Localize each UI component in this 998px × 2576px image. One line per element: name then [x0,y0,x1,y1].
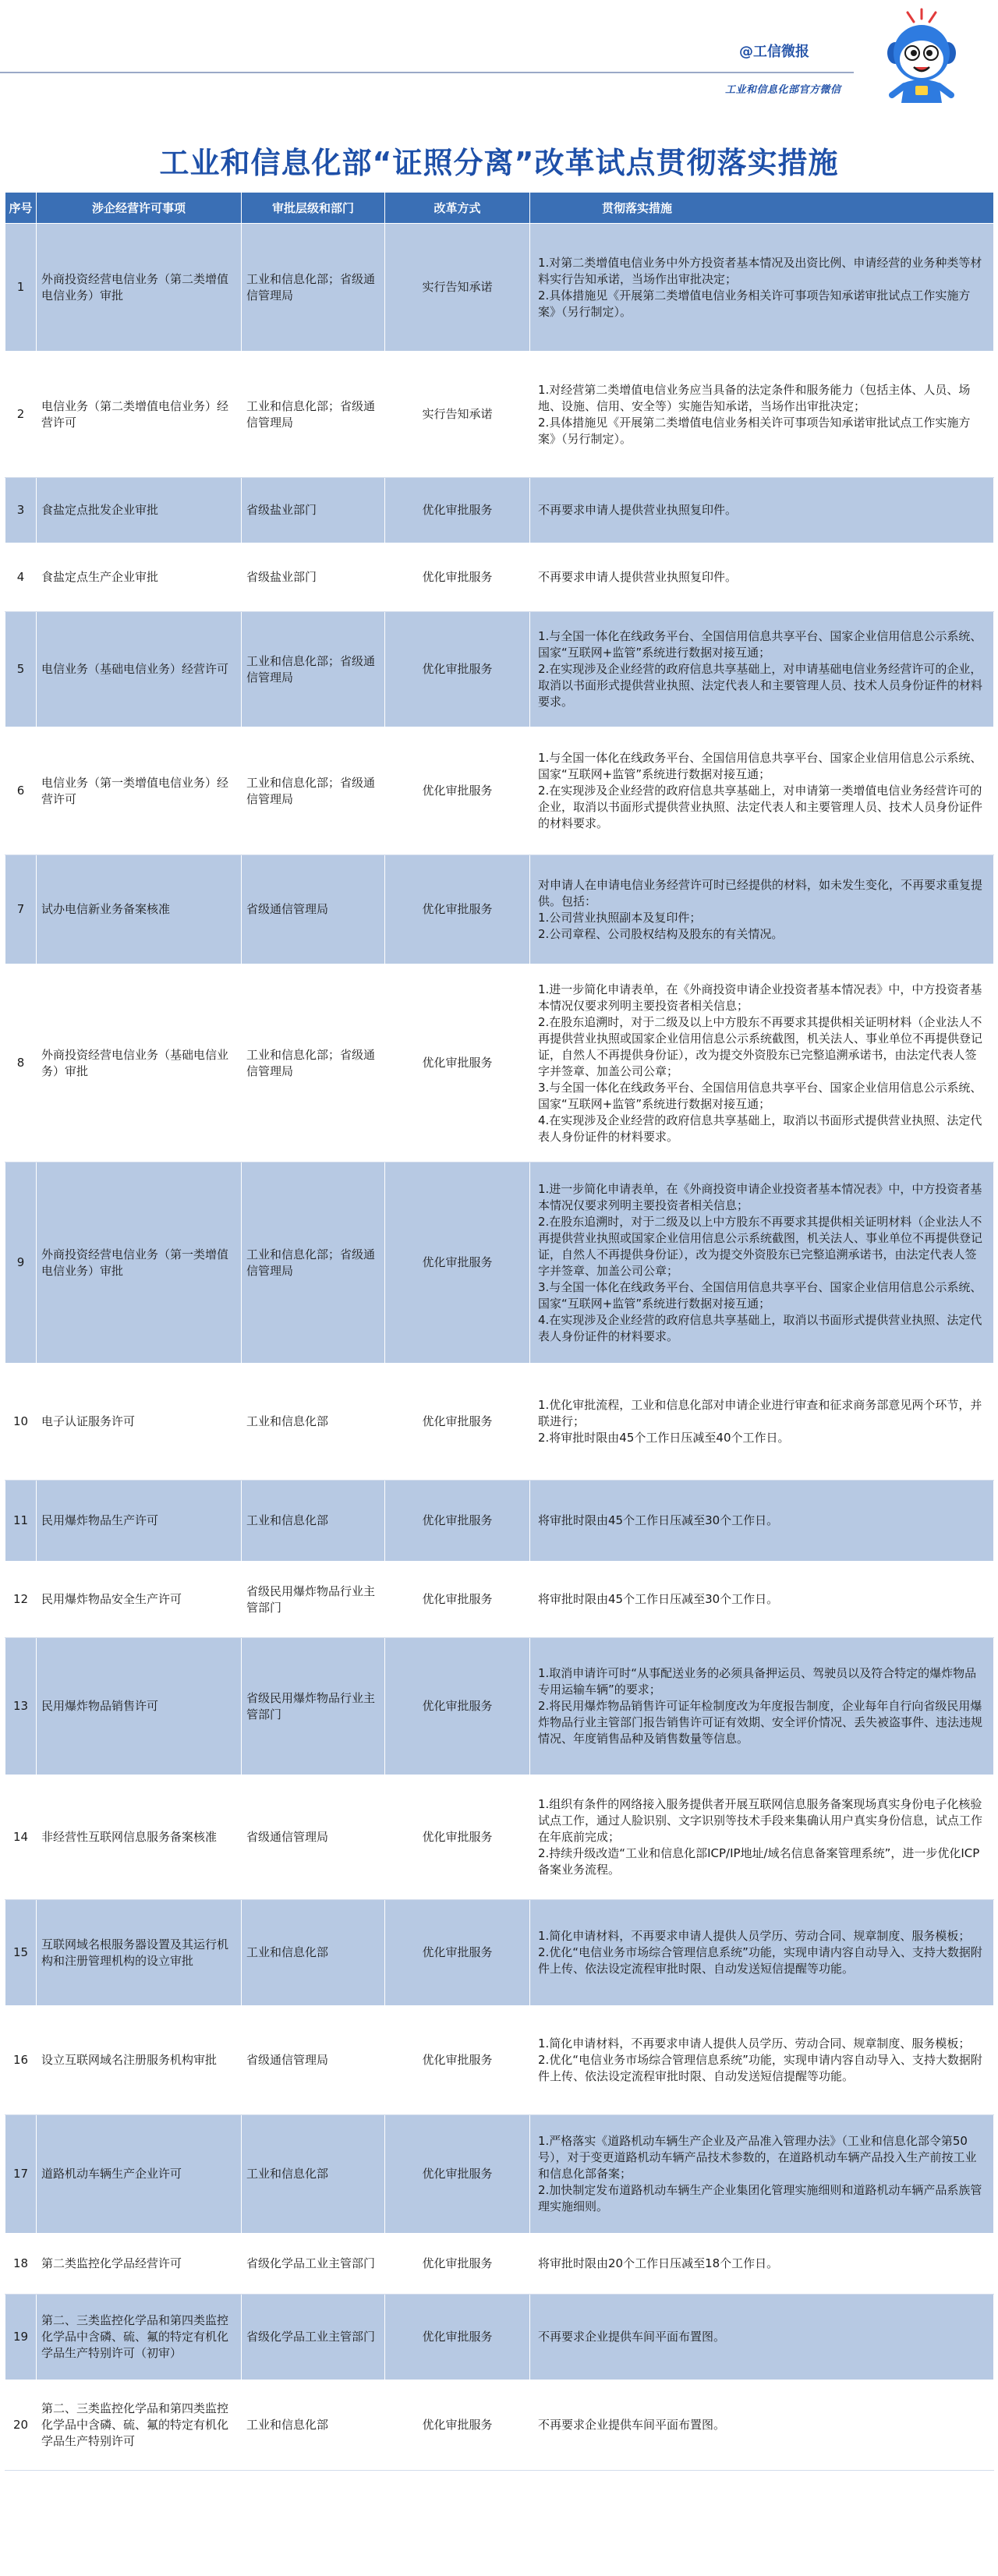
approval-dept: 省级通信管理局 [242,2006,385,2115]
permit-item: 试办电信新业务备案核准 [37,855,242,964]
approval-dept: 工业和信息化部；省级通信管理局 [242,1162,385,1364]
table-row [5,1481,994,1562]
measures-cell [530,855,994,964]
measure-line: 1.对第二类增值电信业务中外方投资者基本情况及出资比例、申请经营的业务种类等材料实行告知承诺，当场作出审批决定； [538,255,982,286]
reform-mode: 优化审批服务 [385,855,530,964]
measures-cell [530,1364,994,1481]
measures-cell [530,1638,994,1775]
permit-item: 电子认证服务许可 [37,1364,242,1481]
table-row [5,1900,994,2006]
column-header-measures: 贯彻落实措施 [530,193,994,224]
reform-mode: 优化审批服务 [385,1364,530,1481]
measures-cell [530,1775,994,1900]
measure-line: 将审批时限由45个工作日压减至30个工作日。 [538,1513,779,1527]
reform-mode: 实行告知承诺 [385,224,530,352]
approval-dept: 工业和信息化部 [242,1481,385,1562]
row-number: 2 [5,352,37,478]
permit-item: 非经营性互联网信息服务备案核准 [37,1775,242,1900]
reform-mode: 实行告知承诺 [385,352,530,478]
measure-line: 对申请人在申请电信业务经营许可时已经提供的材料，如未发生变化，不再要求重复提供。包括： [538,877,983,908]
reform-mode: 优化审批服务 [385,727,530,855]
header-rule [0,72,854,73]
measure-line: 1.与全国一体化在线政务平台、全国信用信息共享平台、国家企业信用信息公示系统、国家“互联网+监管”系统进行数据对接互通； [538,629,982,660]
reform-mode: 优化审批服务 [385,964,530,1162]
reform-mode: 优化审批服务 [385,2006,530,2115]
table-row [5,612,994,727]
measure-line: 1.简化申请材料，不再要求申请人提供人员学历、劳动合同、规章制度、服务模板； [538,1929,971,1943]
measure-line: 2.具体措施见《开展第二类增值电信业务相关许可事项告知承诺审批试点工作实施方案》（另行制定）。 [538,415,971,446]
measure-line: 将审批时限由20个工作日压减至18个工作日。 [538,2256,779,2270]
row-number: 1 [5,224,37,352]
approval-dept: 省级化学品工业主管部门 [242,2234,385,2295]
measures-cell [530,964,994,1162]
permit-item: 电信业务（第一类增值电信业务）经营许可 [37,727,242,855]
measure-line: 4.在实现涉及企业经营的政府信息共享基础上，取消以书面形式提供营业执照、法定代表人身份证件的材料要求。 [538,1113,982,1144]
measure-line: 2.在实现涉及企业经营的政府信息共享基础上，对申请基础电信业务经营许可的企业，取消以书面形式提供营业执照、法定代表人和主要管理人员、技术人员身份证件的材料要求。 [538,662,983,709]
table-row [5,2380,994,2471]
permit-item: 互联网域名根服务器设置及其运行机构和注册管理机构的设立审批 [37,1900,242,2006]
column-header-item: 涉企经营许可事项 [37,193,242,224]
reform-mode: 优化审批服务 [385,1562,530,1638]
measure-line: 2.公司章程、公司股权结构及股东的有关情况。 [538,926,784,941]
top-header [0,0,998,117]
measures-cell [530,2234,994,2295]
row-number: 16 [5,2006,37,2115]
row-number: 17 [5,2115,37,2234]
approval-dept: 省级通信管理局 [242,855,385,964]
measure-line: 3.与全国一体化在线政务平台、全国信用信息共享平台、国家企业信用信息公示系统、国家“互联网+监管”系统进行数据对接互通； [538,1279,982,1311]
permit-item: 第二、三类监控化学品和第四类监控化学品中含磷、硫、氟的特定有机化学品生产特别许可 [37,2380,242,2471]
measure-line: 1.严格落实《道路机动车辆生产企业及产品准入管理办法》（工业和信息化部令第50号），对于变更道路机动车辆产品技术参数的，在道路机动车辆产品投入生产前按工业和信息化部备案； [538,2134,977,2181]
table-row [5,2115,994,2234]
permit-item: 外商投资经营电信业务（第一类增值电信业务）审批 [37,1162,242,1364]
approval-dept: 工业和信息化部；省级通信管理局 [242,612,385,727]
row-number: 14 [5,1775,37,1900]
measure-line: 2.将审批时限由45个工作日压减至40个工作日。 [538,1431,790,1445]
row-number: 12 [5,1562,37,1638]
measures-table-wrapper [5,192,993,2471]
row-number: 6 [5,727,37,855]
column-header-no: 序号 [5,193,37,224]
approval-dept: 工业和信息化部 [242,1900,385,2006]
measure-line: 4.在实现涉及企业经营的政府信息共享基础上，取消以书面形式提供营业执照、法定代表人身份证件的材料要求。 [538,1312,982,1343]
approval-dept: 工业和信息化部；省级通信管理局 [242,224,385,352]
approval-dept: 工业和信息化部；省级通信管理局 [242,727,385,855]
permit-item: 电信业务（第二类增值电信业务）经营许可 [37,352,242,478]
table-row [5,352,994,478]
measure-line: 不再要求企业提供车间平面布置图。 [538,2418,726,2432]
measure-line: 1.进一步简化申请表单，在《外商投资申请企业投资者基本情况表》中，中方投资者基本情况仅要求列明主要投资者相关信息； [538,982,982,1013]
reform-mode: 优化审批服务 [385,2234,530,2295]
permit-item: 民用爆炸物品生产许可 [37,1481,242,1562]
measure-line: 1.取消申请许可时“从事配送业务的必须具备押运员、驾驶员以及符合特定的爆炸物品专用运输车辆”的要求； [538,1666,977,1697]
row-number: 3 [5,478,37,543]
measure-line: 2.具体措施见《开展第二类增值电信业务相关许可事项告知承诺审批试点工作实施方案》（另行制定）。 [538,288,971,319]
measure-line: 2.加快制定发布道路机动车辆生产企业集团化管理实施细则和道路机动车辆产品系族管理实施细则。 [538,2183,982,2213]
row-number: 20 [5,2380,37,2471]
approval-dept: 省级盐业部门 [242,478,385,543]
row-number: 18 [5,2234,37,2295]
table-row [5,727,994,855]
measures-table [5,192,994,2471]
table-row [5,1638,994,1775]
measures-cell [530,1481,994,1562]
permit-item: 外商投资经营电信业务（基础电信业务）审批 [37,964,242,1162]
permit-item: 第二类监控化学品经营许可 [37,2234,242,2295]
page-title: 工业和信息化部“证照分离”改革试点贯彻落实措施 [159,146,839,180]
row-number: 11 [5,1481,37,1562]
permit-item: 电信业务（基础电信业务）经营许可 [37,612,242,727]
approval-dept: 工业和信息化部 [242,2380,385,2471]
table-row [5,2295,994,2380]
approval-dept: 省级民用爆炸物品行业主管部门 [242,1562,385,1638]
permit-item: 外商投资经营电信业务（第二类增值电信业务）审批 [37,224,242,352]
measure-line: 1.对经营第二类增值电信业务应当具备的法定条件和服务能力（包括主体、人员、场地、设施、信用、安全等）实施告知承诺，当场作出审批决定； [538,382,971,413]
permit-item: 设立互联网域名注册服务机构审批 [37,2006,242,2115]
table-row [5,543,994,612]
row-number: 5 [5,612,37,727]
row-number: 10 [5,1364,37,1481]
measure-line: 1.与全国一体化在线政务平台、全国信用信息共享平台、国家企业信用信息公示系统、国家“互联网+监管”系统进行数据对接互通； [538,751,982,781]
measures-cell [530,478,994,543]
measure-line: 2.优化“电信业务市场综合管理信息系统”功能，实现申请内容自动导入、支持大数据附件上传、依法设定流程审批时限、自动发送短信提醒等功能。 [538,2053,982,2083]
measure-line: 1.公司营业执照副本及复印件； [538,910,702,925]
measure-line: 1.进一步简化申请表单，在《外商投资申请企业投资者基本情况表》中，中方投资者基本情况仅要求列明主要投资者相关信息； [538,1181,982,1212]
mascot-icon [826,8,975,108]
table-row [5,1562,994,1638]
brand-slogan: 工业和信息化部官方微信 [725,84,841,96]
approval-dept: 省级通信管理局 [242,1775,385,1900]
measure-line: 2.将民用爆炸物品销售许可证年检制度改为年度报告制度，企业每年自行向省级民用爆炸物品行业主管部门报告销售许可证有效期、安全评价情况、丢失被盗事件、违法违规情况、年度销售品种及销售数量等信息。 [538,1699,983,1746]
measures-cell [530,2295,994,2380]
reform-mode: 优化审批服务 [385,2115,530,2234]
permit-item: 民用爆炸物品销售许可 [37,1638,242,1775]
reform-mode: 优化审批服务 [385,1481,530,1562]
measure-line: 2.优化“电信业务市场综合管理信息系统”功能，实现申请内容自动导入、支持大数据附件上传、依法设定流程审批时限、自动发送短信提醒等功能。 [538,1945,982,1976]
measures-cell [530,2380,994,2471]
approval-dept: 省级盐业部门 [242,543,385,612]
table-row [5,2234,994,2295]
approval-dept: 工业和信息化部；省级通信管理局 [242,352,385,478]
row-number: 15 [5,1900,37,2006]
measure-line: 将审批时限由45个工作日压减至30个工作日。 [538,1592,779,1606]
table-row [5,224,994,352]
measure-line: 1.组织有条件的网络接入服务提供者开展互联网信息服务备案现场真实身份电子化核验试点工作，通过人脸识别、文字识别等技术手段来集确认用户真实身份信息，试点工作在年底前完成； [538,1797,983,1844]
measures-cell [530,543,994,612]
measure-line: 2.在股东追溯时，对于二级及以上中方股东不再要求其提供相关证明材料（企业法人不再提供营业执照或国家企业信用信息公示系统截图，机关法人、事业单位不再提供登记证，自然人不再提供身份证），改为提交外资股东已完整追溯承诺书，由法定代表人签字并签章、加盖公司公章； [538,1014,983,1078]
row-number: 8 [5,964,37,1162]
table-row [5,1364,994,1481]
approval-dept: 工业和信息化部 [242,1364,385,1481]
reform-mode: 优化审批服务 [385,1638,530,1775]
reform-mode: 优化审批服务 [385,612,530,727]
approval-dept: 省级民用爆炸物品行业主管部门 [242,1638,385,1775]
table-header-row [5,193,994,224]
measure-line: 不再要求申请人提供营业执照复印件。 [538,503,738,517]
permit-item: 民用爆炸物品安全生产许可 [37,1562,242,1638]
permit-item: 道路机动车辆生产企业许可 [37,2115,242,2234]
table-row [5,855,994,964]
reform-mode: 优化审批服务 [385,1162,530,1364]
measures-cell [530,1162,994,1364]
permit-item: 第二、三类监控化学品和第四类监控化学品中含磷、硫、氟的特定有机化学品生产特别许可（初审） [37,2295,242,2380]
reform-mode: 优化审批服务 [385,478,530,543]
row-number: 13 [5,1638,37,1775]
table-row [5,2006,994,2115]
measures-cell [530,2115,994,2234]
measure-line: 不再要求企业提供车间平面布置图。 [538,2330,726,2344]
reform-mode: 优化审批服务 [385,2380,530,2471]
table-row [5,478,994,543]
reform-mode: 优化审批服务 [385,2295,530,2380]
measures-cell [530,1562,994,1638]
permit-item: 食盐定点生产企业审批 [37,543,242,612]
measure-line: 2.持续升级改造“工业和信息化部ICP/IP地址/域名信息备案管理系统”，进一步优化ICP备案业务流程。 [538,1846,980,1877]
row-number: 4 [5,543,37,612]
reform-mode: 优化审批服务 [385,543,530,612]
row-number: 19 [5,2295,37,2380]
measure-line: 3.与全国一体化在线政务平台、全国信用信息共享平台、国家企业信用信息公示系统、国家“互联网+监管”系统进行数据对接互通； [538,1080,982,1111]
measures-cell [530,727,994,855]
reform-mode: 优化审批服务 [385,1900,530,2006]
approval-dept: 省级化学品工业主管部门 [242,2295,385,2380]
measures-cell [530,1900,994,2006]
table-row [5,964,994,1162]
approval-dept: 工业和信息化部 [242,2115,385,2234]
measure-line: 1.优化审批流程，工业和信息化部对申请企业进行审查和征求商务部意见两个环节，并联进行； [538,1398,982,1428]
table-row [5,1162,994,1364]
measure-line: 2.在实现涉及企业经营的政府信息共享基础上，对申请第一类增值电信业务经营许可的企业，取消以书面形式提供营业执照、法定代表人和主要管理人员、技术人员身份证件的材料要求。 [538,784,983,830]
measure-line: 1.简化申请材料，不再要求申请人提供人员学历、劳动合同、规章制度、服务模板； [538,2036,971,2051]
reform-mode: 优化审批服务 [385,1775,530,1900]
measures-cell [530,224,994,352]
column-header-dept: 审批层级和部门 [242,193,385,224]
measures-cell [530,2006,994,2115]
table-row [5,1775,994,1900]
measures-cell [530,352,994,478]
approval-dept: 工业和信息化部；省级通信管理局 [242,964,385,1162]
column-header-mode: 改革方式 [385,193,530,224]
measure-line: 2.在股东追溯时，对于二级及以上中方股东不再要求其提供相关证明材料（企业法人不再提供营业执照或国家企业信用信息公示系统截图，机关法人、事业单位不再提供登记证，自然人不再提供身份证），改为提交外资股东已完整追溯承诺书，由法定代表人签字并签章、加盖公司公章； [538,1214,983,1278]
row-number: 9 [5,1162,37,1364]
measures-cell [530,612,994,727]
permit-item: 食盐定点批发企业审批 [37,478,242,543]
brand-name: @工信微报 [739,44,809,60]
measure-line: 不再要求申请人提供营业执照复印件。 [538,570,738,584]
row-number: 7 [5,855,37,964]
table-body [5,224,994,2471]
